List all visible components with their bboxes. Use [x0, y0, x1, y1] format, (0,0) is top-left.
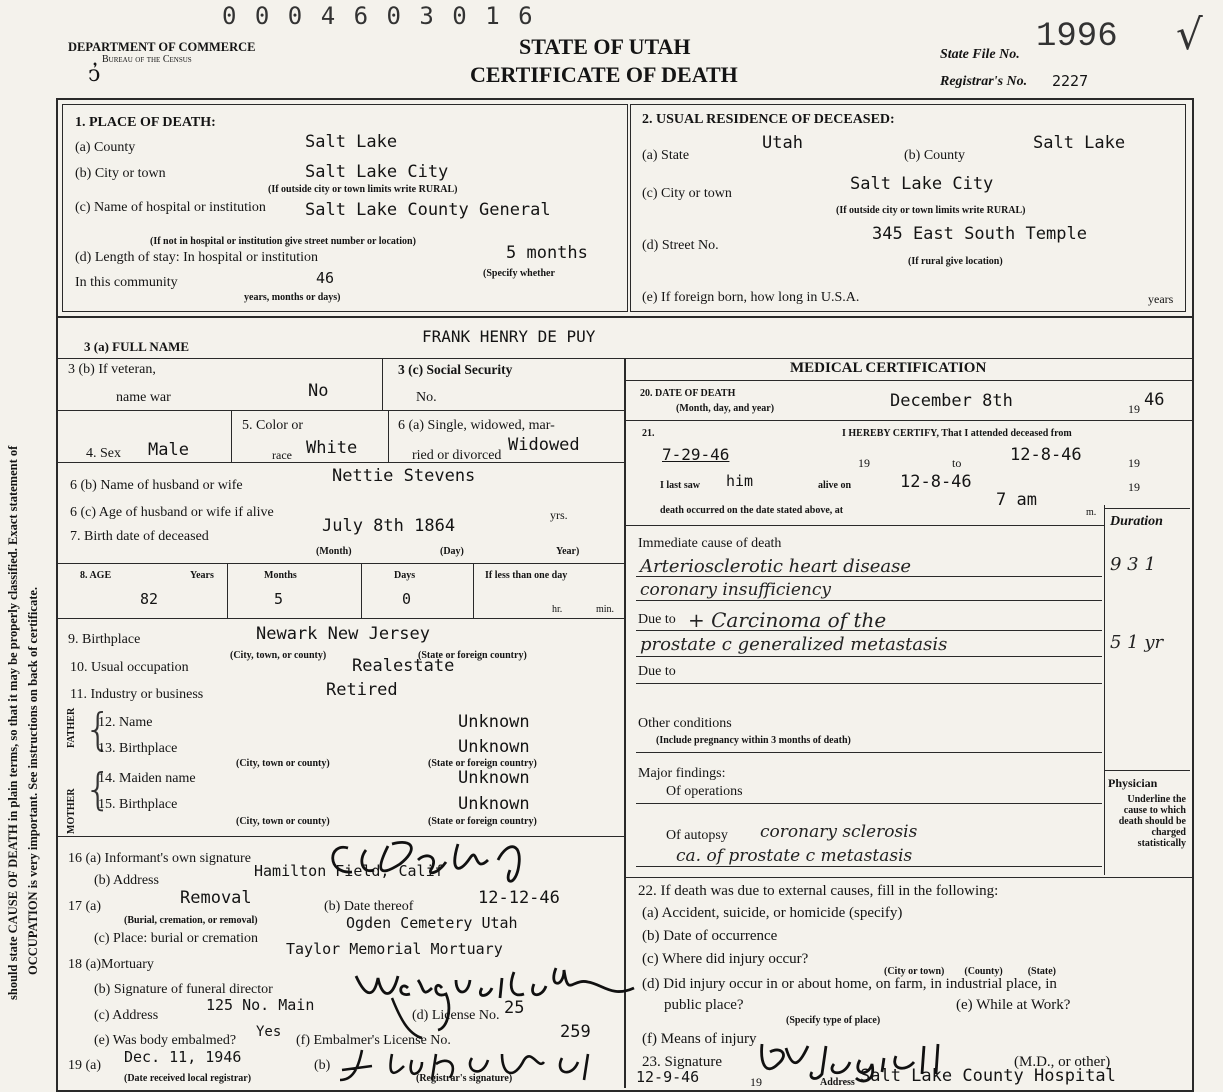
father-name-value: Unknown	[458, 712, 530, 732]
side-note-line2: OCCUPATION is very important. See instructions on back of certificate.	[26, 586, 40, 975]
signature-address-value: Salt Lake County Hospital	[860, 1066, 1116, 1086]
cause-1b-value: coronary insufficiency	[640, 580, 831, 600]
father-label: FATHER	[66, 707, 77, 748]
cause-2-value: + Carcinoma of the	[688, 608, 887, 632]
year-prefix-1: 19	[858, 456, 870, 470]
res-street-value: 345 East South Temple	[872, 224, 1087, 244]
informant-address-label: (b) Address	[94, 873, 159, 888]
mother-name-label: 14. Maiden name	[98, 771, 196, 786]
res-county-label: (b) County	[904, 148, 966, 163]
embalmed-label: (e) Was body embalmed?	[94, 1033, 237, 1048]
mother-city-cap: (City, town or county)	[236, 816, 330, 827]
ss-label: 3 (c) Social Security	[398, 362, 513, 377]
other-conditions-label: Other conditions	[638, 716, 732, 731]
signature-year-prefix: 19	[750, 1075, 762, 1089]
director-label: (b) Signature of funeral director	[94, 982, 273, 997]
res-city-label: (c) City or town	[642, 186, 732, 201]
divider	[626, 380, 1192, 381]
divider	[636, 576, 1102, 577]
lastsaw-label: I last saw	[660, 480, 701, 491]
res-state-label: (a) State	[642, 148, 690, 163]
res-foreign-years: years	[1148, 292, 1174, 306]
duration-label: Duration	[1110, 514, 1163, 529]
m-label: m.	[1086, 507, 1097, 518]
hr-label: hr.	[552, 604, 563, 615]
mother-label: MOTHER	[66, 788, 77, 834]
father-state-cap: (State or foreign country)	[428, 758, 537, 769]
bureau-seal-icon: ↄ̓	[88, 62, 101, 87]
res-city-value: Salt Lake City	[850, 174, 994, 194]
year-prefix-2: 19	[1128, 456, 1140, 470]
received-cap: (Date received local registrar)	[124, 1073, 252, 1084]
stay-label: (d) Length of stay: In hospital or institution	[75, 250, 319, 265]
death-year-value: 46	[1144, 390, 1165, 410]
external-c-caps: (City or town) (County) (State)	[884, 966, 1057, 977]
mother-brace-icon: {	[84, 764, 112, 815]
registrar-value: 2227	[1052, 72, 1089, 90]
alive-value: 12-8-46	[900, 472, 972, 492]
signature-address-label: Address	[820, 1077, 855, 1088]
license-label: (d) License No.	[412, 1008, 500, 1023]
race-label: race	[272, 448, 292, 462]
father-city-cap: (City, town or county)	[236, 758, 330, 769]
ss-no-label: No.	[416, 390, 437, 405]
birthplace-value: Newark New Jersey	[256, 624, 430, 644]
month-cap: (Month)	[316, 546, 352, 557]
community-label: In this community	[75, 275, 178, 290]
veteran-label: 3 (b) If veteran,	[68, 362, 156, 377]
divider	[473, 563, 474, 618]
divider	[56, 410, 624, 411]
registrar-label: Registrar's No.	[940, 74, 1028, 89]
divider	[636, 803, 1102, 804]
external-b-label: (b) Date of occurrence	[642, 928, 778, 944]
side-note-line1: should state CAUSE OF DEATH in plain terms, so that it may be properly classified. Exact statement of	[6, 445, 20, 1000]
cause-1-value: Arteriosclerotic heart disease	[640, 556, 911, 577]
spouse-label: 6 (b) Name of husband or wife	[70, 478, 243, 493]
birth-label: 7. Birth date of deceased	[70, 529, 209, 544]
bp-city-cap: (City, town, or county)	[230, 650, 327, 661]
external-f-label: (f) Means of injury	[642, 1031, 757, 1047]
years-label: Years	[190, 570, 214, 581]
external-d-label-2: public place?	[664, 997, 744, 1013]
disposal-value: Removal	[180, 888, 252, 908]
operations-label: Of operations	[666, 784, 743, 799]
year-cap: Year)	[556, 546, 580, 557]
external-d-label-1: (d) Did injury occur in or about home, on farm, in industrial place, in	[642, 976, 1057, 992]
attend-to-value: 12-8-46	[1010, 445, 1082, 465]
burial-place-value: Ogden Cemetery Utah	[346, 914, 518, 932]
divider	[636, 866, 1102, 867]
marital-value: Widowed	[508, 435, 580, 455]
place-heading: 1. PLACE OF DEATH:	[75, 115, 216, 130]
death-date-value: December 8th	[890, 391, 1013, 411]
attend-from-value: 7-29-46	[662, 445, 730, 464]
city-value: Salt Lake City	[305, 162, 449, 182]
res-county-value: Salt Lake	[1033, 133, 1126, 153]
industry-value: Retired	[326, 680, 398, 700]
autopsy-1-value: coronary sclerosis	[760, 822, 918, 842]
mother-state-cap: (State or foreign country)	[428, 816, 537, 827]
res-city-note: (If outside city or town limits write RURAL)	[836, 205, 1026, 216]
county-label: (a) County	[75, 140, 136, 155]
full-name-value: FRANK HENRY DE PUY	[422, 327, 596, 346]
res-foreign-label: (e) If foreign born, how long in U.S.A.	[642, 290, 860, 305]
autopsy-label: Of autopsy	[666, 828, 728, 843]
state-title: STATE OF UTAH	[519, 34, 691, 59]
department-label: DEPARTMENT OF COMMERCE	[68, 40, 256, 54]
divider	[626, 877, 1192, 878]
divider	[1104, 508, 1190, 509]
days-label: Days	[394, 570, 416, 581]
informant-address-value: Hamilton Field, Calif	[254, 862, 444, 880]
to-label: to	[952, 456, 962, 470]
checkmark-icon: √	[1176, 10, 1203, 59]
autopsy-2-value: ca. of prostate c metastasis	[676, 846, 913, 866]
mother-bp-label: 15. Birthplace	[98, 797, 178, 812]
father-brace-icon: {	[84, 704, 112, 755]
father-name-label: 12. Name	[98, 715, 153, 730]
sex-label: 4. Sex	[86, 446, 121, 461]
physician-title: Physician	[1108, 776, 1158, 790]
divider	[626, 525, 1104, 526]
hospital-label: (c) Name of hospital or institution	[75, 200, 266, 215]
divider	[626, 420, 1192, 421]
divider	[361, 563, 362, 618]
death-date-label-2: (Month, day, and year)	[676, 403, 775, 414]
occupation-value: Realestate	[352, 656, 455, 676]
other-conditions-cap: (Include pregnancy within 3 months of death)	[656, 735, 851, 746]
bureau-label: Bureau of the Census	[102, 54, 192, 65]
city-note: (If outside city or town limits write RURAL)	[268, 184, 458, 195]
embalmer-license-value: 259	[560, 1022, 591, 1042]
duration-1-value: 9 3 1	[1110, 554, 1156, 575]
major-findings-label: Major findings:	[638, 766, 726, 781]
received-label: 19 (a)	[68, 1058, 102, 1073]
hospital-note: (If not in hospital or institution give street number or location)	[150, 236, 416, 247]
external-a-label: (a) Accident, suicide, or homicide (specify)	[642, 905, 903, 921]
father-bp-label: 13. Birthplace	[98, 741, 178, 756]
spouse-age-unit: yrs.	[550, 508, 568, 522]
war-label: name war	[116, 390, 171, 405]
divider	[636, 630, 1102, 631]
disposal-date-value: 12-12-46	[478, 888, 560, 908]
mortuary-value: Taylor Memorial Mortuary	[286, 940, 503, 958]
embalmer-license-label: (f) Embalmer's License No.	[296, 1033, 451, 1048]
county-value: Salt Lake	[305, 132, 398, 152]
race-value: White	[306, 438, 358, 458]
received-value: Dec. 11, 1946	[124, 1048, 242, 1066]
state-file-label: State File No.	[940, 47, 1020, 62]
sex-value: Male	[148, 440, 189, 460]
due-to-label-1: Due to	[638, 612, 676, 627]
months-label: Months	[264, 570, 297, 581]
burial-place-label: (c) Place: burial or cremation	[94, 931, 259, 946]
time-value: 7 am	[996, 490, 1037, 510]
divider	[636, 600, 1102, 601]
due-to-label-2: Due to	[638, 664, 676, 679]
divider	[636, 656, 1102, 657]
bp-state-cap: (State or foreign country)	[418, 650, 527, 661]
marital-label-1: 6 (a) Single, widowed, mar-	[398, 418, 555, 433]
divider	[1104, 770, 1190, 771]
signature-date-value: 12-9-46	[636, 1068, 700, 1086]
external-heading: 22. If death was due to external causes, fill in the following:	[638, 883, 999, 899]
md-label: (M.D., or other)	[1014, 1054, 1111, 1070]
divider	[56, 563, 624, 564]
alive-label: alive on	[818, 480, 852, 491]
stay-value: 5 months	[506, 243, 588, 263]
divider	[636, 683, 1102, 684]
duration-2-value: 5 1 yr	[1110, 632, 1164, 653]
city-label: (b) City or town	[75, 166, 166, 181]
divider	[388, 410, 389, 462]
external-d-cap: (Specify type of place)	[786, 1015, 881, 1026]
age-years-value: 82	[140, 590, 159, 608]
license-value: 25	[504, 998, 525, 1018]
specify-note: (Specify whether	[483, 268, 555, 279]
spouse-age-label: 6 (c) Age of husband or wife if alive	[70, 505, 274, 520]
age-months-value: 5	[274, 590, 284, 608]
birthplace-label: 9. Birthplace	[68, 632, 141, 647]
marital-label-2: ried or divorced	[412, 448, 502, 463]
age-label: 8. AGE	[80, 570, 112, 581]
divider	[56, 462, 624, 463]
external-e-label: (e) While at Work?	[956, 997, 1071, 1013]
birth-date-value: July 8th 1864	[322, 516, 456, 536]
mortuary-address-label: (c) Address	[94, 1008, 159, 1023]
disposal-cap: (Burial, cremation, or removal)	[124, 915, 258, 926]
min-label: min.	[596, 604, 615, 615]
res-rural-note: (If rural give location)	[908, 256, 1003, 267]
certify-number: 21.	[642, 428, 655, 439]
hospital-value: Salt Lake County General	[305, 200, 551, 220]
age-days-value: 0	[402, 590, 412, 608]
lastsaw-value: him	[726, 472, 754, 490]
external-c-label: (c) Where did injury occur?	[642, 951, 809, 967]
full-name-label: 3 (a) FULL NAME	[84, 339, 190, 354]
immediate-cause-label: Immediate cause of death	[638, 536, 782, 551]
community-value: 46	[316, 269, 335, 287]
mortuary-label: 18 (a)Mortuary	[68, 957, 154, 972]
signature-label: 23. Signature	[642, 1054, 722, 1070]
divider	[56, 618, 624, 619]
disposal-label: 17 (a)	[68, 899, 102, 914]
residence-heading: 2. USUAL RESIDENCE OF DECEASED:	[642, 112, 895, 127]
divider	[56, 316, 1192, 318]
registrar-sig-label: (b)	[314, 1058, 331, 1073]
occupation-label: 10. Usual occupation	[70, 660, 189, 675]
spouse-value: Nettie Stevens	[332, 466, 476, 486]
death-year-prefix: 19	[1128, 402, 1140, 416]
registrar-cap: (Registrar's signature)	[416, 1073, 513, 1084]
divider	[636, 752, 1102, 753]
res-street-label: (d) Street No.	[642, 238, 719, 253]
director-signature	[352, 958, 642, 1042]
years-note: years, months or days)	[244, 292, 341, 303]
divider	[227, 563, 228, 618]
informant-sig-label: 16 (a) Informant's own signature	[68, 851, 251, 866]
mother-bp-value: Unknown	[458, 794, 530, 814]
divider	[231, 410, 232, 462]
medical-heading: MEDICAL CERTIFICATION	[790, 360, 987, 376]
occurred-label: death occurred on the date stated above, at	[660, 505, 844, 516]
death-date-label-1: 20. DATE OF DEATH	[640, 388, 736, 399]
state-file-value: 1996	[1036, 18, 1118, 56]
certificate-title: CERTIFICATE OF DEATH	[470, 62, 738, 87]
res-state-value: Utah	[762, 133, 803, 153]
lessday-label: If less than one day	[485, 570, 568, 581]
cause-2b-value: prostate c generalized metastasis	[640, 634, 948, 655]
color-label: 5. Color or	[242, 418, 304, 433]
war-value: No	[308, 381, 329, 401]
father-bp-value: Unknown	[458, 737, 530, 757]
mortuary-address-value: 125 No. Main	[206, 996, 315, 1014]
embalmed-value: Yes	[256, 1024, 282, 1040]
certify-text: I HEREBY CERTIFY, That I attended deceased from	[842, 428, 1072, 439]
year-prefix-3: 19	[1128, 480, 1140, 494]
physician-note: Underline the cause to which death should be charged statistically	[1118, 794, 1186, 849]
disposal-date-label: (b) Date thereof	[324, 899, 414, 914]
day-cap: (Day)	[440, 546, 464, 557]
industry-label: 11. Industry or business	[70, 687, 204, 702]
serial-number: 0 0 0 4 6 0 3 0 1 6	[222, 2, 535, 30]
mother-name-value: Unknown	[458, 768, 530, 788]
divider	[382, 358, 383, 410]
